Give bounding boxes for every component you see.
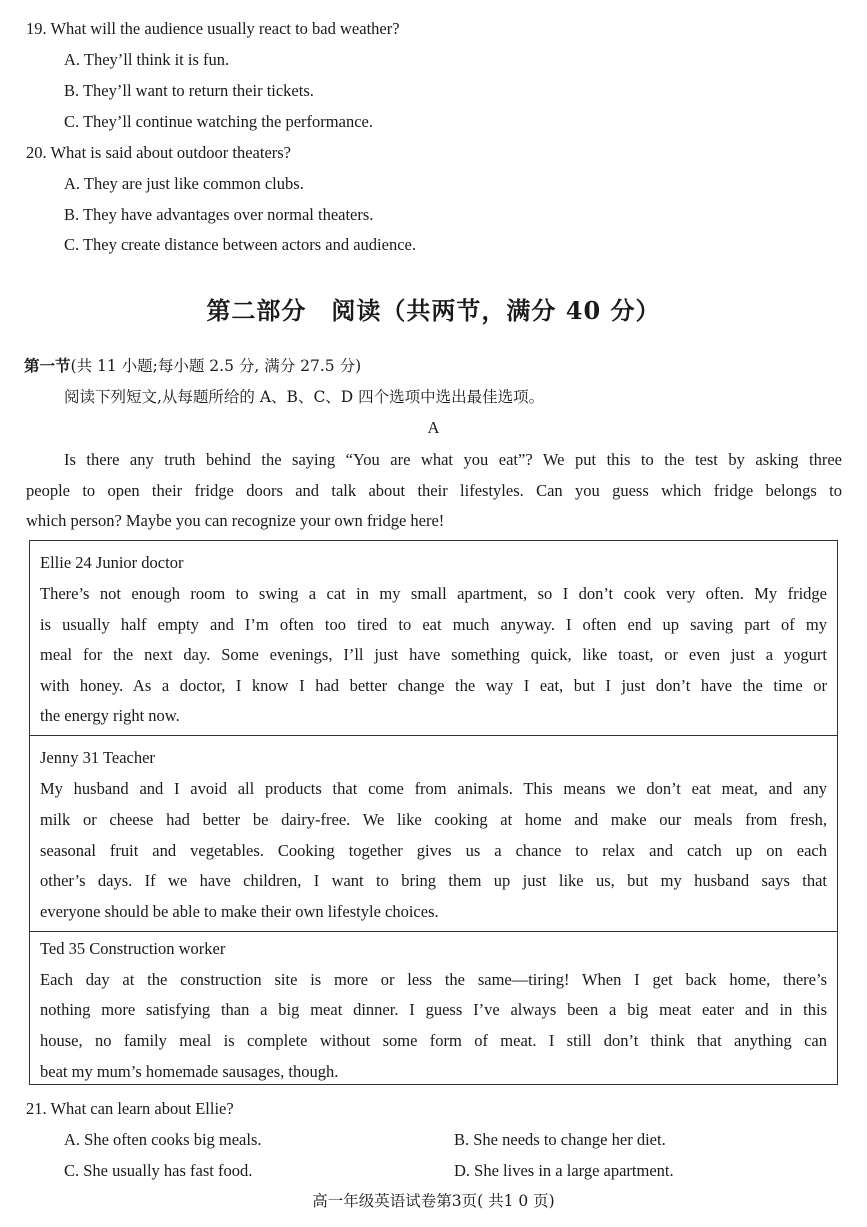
question-21-option-a: A. She often cooks big meals. (64, 1130, 262, 1149)
table-divider (30, 931, 837, 932)
question-20-stem: 20. What is said about outdoor theaters? (26, 143, 292, 162)
question-21-option-c: C. She usually has fast food. (64, 1161, 253, 1180)
profile-ted-heading: Ted 35 Construction worker (40, 939, 226, 958)
profile-jenny-line: My husband and I avoid all products that come from animals. This means we don’t eat meat, and any (40, 779, 827, 798)
subsection-label: 第一节 (24, 356, 71, 375)
profile-ellie-line: is usually half empty and I’m often too tired to eat much anyway. I often end up saving part of my (40, 615, 827, 634)
intro-line-3: which person? Maybe you can recognize your own fridge here! (26, 511, 445, 530)
profile-ted-line: house, no family meal is complete without some form of meat. I still don’t think that anything can (40, 1031, 827, 1050)
passage-label: A (427, 418, 440, 437)
table-divider (30, 735, 837, 736)
profile-jenny-line: everyone should be able to make their own lifestyle choices. (40, 902, 439, 921)
subsection-instruction: 阅读下列短文,从每题所给的 A、B、C、D 四个选项中选出最佳选项。 (64, 388, 545, 406)
profile-ellie-line: the energy right now. (40, 706, 180, 725)
intro-line-2: people to open their fridge doors and talk about their lifestyles. Can you guess which fridge belongs to (26, 481, 842, 500)
profile-ellie-line: with honey. As a doctor, I know I had better change the way I eat, but I just don’t have the time or (40, 676, 827, 695)
profile-jenny-line: seasonal fruit and vegetables. Cooking together gives us a chance to relax and catch up on each (40, 841, 827, 860)
profile-ted-line: Each day at the construction site is more or less the same—tiring! When I get back home, there’s (40, 970, 827, 989)
section-title: 第二部分 阅读（共两节，满分 40 分） (206, 296, 661, 325)
question-19-option-a: A. They’ll think it is fun. (64, 50, 230, 69)
page-footer: 高一年级英语试卷第3页( 共1 0 页) (312, 1192, 555, 1210)
question-19-stem: 19. What will the audience usually react to bad weather? (26, 19, 400, 38)
question-21-option-d: D. She lives in a large apartment. (454, 1161, 674, 1180)
question-20-option-b: B. They have advantages over normal theaters. (64, 205, 374, 224)
question-19-option-c: C. They’ll continue watching the performance. (64, 112, 373, 131)
profile-ellie-heading: Ellie 24 Junior doctor (40, 553, 184, 572)
profile-jenny-line: milk or cheese had better be dairy-free. We like cooking at home and make our meals from fresh, (40, 810, 827, 829)
profile-ellie-line: meal for the next day. Some evenings, I’ll just have something quick, like toast, or even just a yogurt (40, 645, 827, 664)
profile-ted-line: beat my mum’s homemade sausages, though. (40, 1062, 339, 1081)
subsection-detail: (共 11 小题;每小题 2.5 分, 满分 27.5 分) (70, 357, 362, 375)
question-21-stem: 21. What can learn about Ellie? (26, 1099, 234, 1118)
subsection-header (24, 356, 361, 376)
profile-jenny-heading: Jenny 31 Teacher (40, 748, 155, 767)
question-20-option-a: A. They are just like common clubs. (64, 174, 304, 193)
profile-jenny-line: other’s days. If we have children, I want to bring them up just like us, but my husband says that (40, 871, 827, 890)
profiles-table (29, 540, 838, 1085)
question-20-option-c: C. They create distance between actors and audience. (64, 235, 416, 254)
profile-ellie-line: There’s not enough room to swing a cat in my small apartment, so I don’t cook very often. My fridge (40, 584, 827, 603)
question-19-option-b: B. They’ll want to return their tickets. (64, 81, 314, 100)
question-21-option-b: B. She needs to change her diet. (454, 1130, 666, 1149)
profile-ted-line: nothing more satisfying than a big meat dinner. I guess I’ve always been a big meat eater and in this (40, 1000, 827, 1019)
intro-line-1: Is there any truth behind the saying “You are what you eat”? We put this to the test by asking three (64, 450, 842, 469)
